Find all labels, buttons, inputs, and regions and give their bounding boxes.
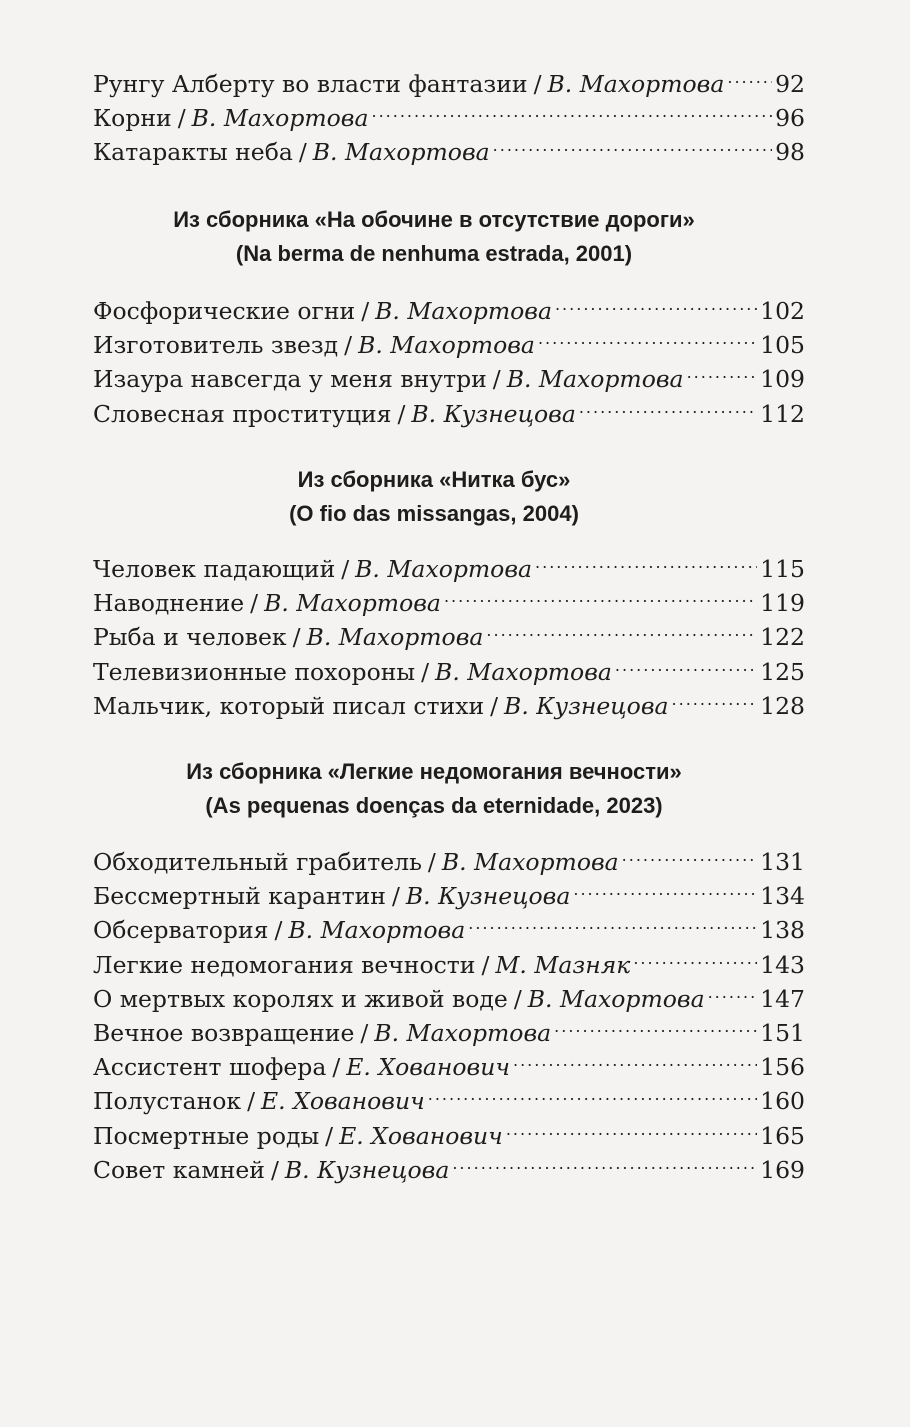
entry-separator: /	[427, 848, 436, 876]
entry-separator: /	[292, 623, 301, 652]
entry-page-number: 151	[760, 1018, 805, 1047]
entry-author: В. Махортова	[435, 657, 612, 686]
dot-leader	[687, 353, 758, 387]
entry-title: Наводнение	[93, 589, 245, 618]
entry-title: Катаракты неба	[93, 138, 293, 167]
entry-title: Словесная проституция	[93, 399, 392, 428]
dot-leader	[622, 836, 757, 870]
entry-title: Корни	[93, 104, 172, 133]
dot-leader	[428, 1075, 757, 1109]
dot-leader	[535, 543, 757, 577]
entry-title: Бессмертный карантин	[93, 882, 386, 911]
entry-title: Совет камней	[93, 1155, 265, 1184]
entry-title: Посмертные роды	[93, 1121, 320, 1150]
dot-leader	[727, 58, 772, 92]
entry-page-number: 105	[760, 331, 805, 360]
entry-page-number: 112	[760, 399, 805, 428]
entry-author: В. Кузнецова	[411, 399, 576, 428]
entry-title: Обсерватория	[93, 916, 269, 945]
entry-separator: /	[325, 1121, 334, 1150]
dot-leader	[486, 611, 757, 645]
dot-leader	[468, 904, 757, 938]
entry-separator: /	[361, 297, 370, 325]
entry-author: В. Махортова	[191, 104, 369, 133]
entry-page-number: 147	[760, 984, 805, 1013]
section-subheading: (O fio das missangas, 2004)	[289, 501, 579, 526]
entry-page-number: 160	[760, 1087, 805, 1116]
entry-author: В. Махортова	[264, 589, 441, 618]
entry-title: Изаура навсегда у меня внутри	[93, 365, 487, 394]
entry-author: В. Махортова	[506, 365, 684, 394]
entry-separator: /	[270, 1155, 279, 1184]
entry-page-number: 92	[775, 70, 805, 98]
toc-entry	[93, 285, 805, 325]
entry-separator: /	[513, 984, 522, 1013]
section-subheading: (Na berma de nenhuma estrada, 2001)	[235, 241, 633, 266]
entry-page-number: 98	[775, 138, 805, 167]
dot-leader	[452, 1144, 757, 1178]
toc-group	[93, 836, 805, 1184]
dot-leader	[444, 577, 757, 611]
entry-page-number: 143	[760, 950, 805, 979]
entry-author: В. Махортова	[288, 916, 466, 945]
entry-separator: /	[341, 555, 350, 583]
entry-title: Изготовитель звезд	[93, 331, 339, 360]
dot-leader	[555, 285, 757, 319]
entry-author: В. Махортова	[547, 70, 725, 98]
toc-entry	[93, 58, 805, 98]
entry-separator: /	[177, 104, 186, 133]
entry-title: Ассистент шофера	[93, 1053, 327, 1082]
entry-separator: /	[490, 691, 499, 720]
dot-leader	[372, 92, 773, 126]
entry-author: В. Кузнецова	[284, 1155, 450, 1184]
entry-author: В. Махортова	[312, 138, 490, 167]
section-subheading: (As pequenas doenças da eternidade, 2023)	[205, 793, 663, 818]
entry-title: Мальчик, который писал стихи	[93, 691, 485, 720]
entry-separator: /	[360, 1018, 369, 1047]
entry-separator: /	[298, 138, 307, 167]
entry-author: В. Кузнецова	[405, 882, 571, 911]
toc-group	[93, 543, 805, 720]
entry-separator: /	[533, 70, 542, 98]
entry-author: Е. Хованович	[261, 1087, 425, 1116]
entry-title: Рунгу Алберту во власти фантазии	[93, 70, 528, 98]
entry-page-number: 96	[775, 104, 805, 133]
toc-entry	[93, 836, 805, 876]
dot-leader	[633, 939, 757, 973]
dot-leader	[513, 1041, 757, 1075]
entry-separator: /	[391, 882, 400, 911]
entry-page-number: 138	[760, 916, 805, 945]
entry-author: В. Махортова	[306, 623, 484, 652]
entry-separator: /	[274, 916, 283, 945]
section-heading: Из сборника «Легкие недомогания вечности»	[186, 759, 682, 784]
entry-title: Полустанок	[93, 1087, 242, 1116]
dot-leader	[538, 319, 757, 353]
entry-title: О мертвых королях и живой воде	[93, 984, 508, 1013]
toc-group	[93, 285, 805, 428]
entry-author: Е. Хованович	[346, 1053, 510, 1082]
section-heading: Из сборника «На обочине в отсутствие дороги»	[173, 207, 695, 232]
entry-author: В. Махортова	[375, 297, 552, 325]
entry-separator: /	[250, 589, 259, 618]
entry-author: В. Кузнецова	[504, 691, 669, 720]
entry-title: Телевизионные похороны	[93, 657, 416, 686]
entry-separator: /	[332, 1053, 341, 1082]
entry-page-number: 109	[760, 365, 805, 394]
entry-page-number: 134	[760, 882, 805, 911]
entry-separator: /	[247, 1087, 255, 1116]
entry-title: Человек падающий	[93, 555, 336, 583]
dot-leader	[506, 1110, 757, 1144]
entry-page-number: 102	[760, 297, 805, 325]
entry-separator: /	[481, 950, 490, 979]
entry-author: В. Махортова	[374, 1018, 552, 1047]
dot-leader	[615, 646, 757, 680]
section-heading-block	[93, 463, 805, 531]
dot-leader	[672, 680, 758, 714]
entry-page-number: 131	[760, 848, 805, 876]
entry-separator: /	[344, 331, 353, 360]
entry-page-number: 115	[760, 555, 805, 583]
dot-leader	[554, 1007, 757, 1041]
entry-author: В. Махортова	[358, 331, 535, 360]
entry-title: Рыба и человек	[93, 623, 287, 652]
entry-separator: /	[492, 365, 501, 394]
entry-author: М. Мазняк	[495, 950, 631, 979]
entry-title: Обходительный грабитель	[93, 848, 422, 876]
entry-author: Е. Хованович	[339, 1121, 503, 1150]
dot-leader	[579, 388, 757, 422]
entry-page-number: 165	[760, 1121, 805, 1150]
entry-title: Фосфорические огни	[93, 297, 356, 325]
dot-leader	[708, 973, 758, 1007]
entry-author: В. Махортова	[355, 555, 533, 583]
entry-page-number: 125	[760, 657, 805, 686]
entry-page-number: 169	[760, 1155, 805, 1184]
entry-page-number: 128	[760, 691, 805, 720]
section-heading-block	[93, 203, 805, 271]
toc-group-continued	[93, 58, 805, 167]
toc-entry	[93, 543, 805, 583]
entry-title: Легкие недомогания вечности	[93, 950, 476, 979]
entry-separator: /	[397, 399, 406, 428]
dot-leader	[493, 126, 772, 160]
entry-page-number: 119	[760, 589, 805, 618]
section-heading-block	[93, 755, 805, 823]
entry-title: Вечное возвращение	[93, 1018, 355, 1047]
entry-author: В. Махортова	[527, 984, 705, 1013]
entry-page-number: 122	[760, 623, 805, 652]
entry-separator: /	[421, 657, 430, 686]
entry-author: В. Махортова	[441, 848, 619, 876]
section-heading: Из сборника «Нитка бус»	[297, 467, 571, 492]
entry-page-number: 156	[760, 1053, 805, 1082]
dot-leader	[573, 870, 757, 904]
